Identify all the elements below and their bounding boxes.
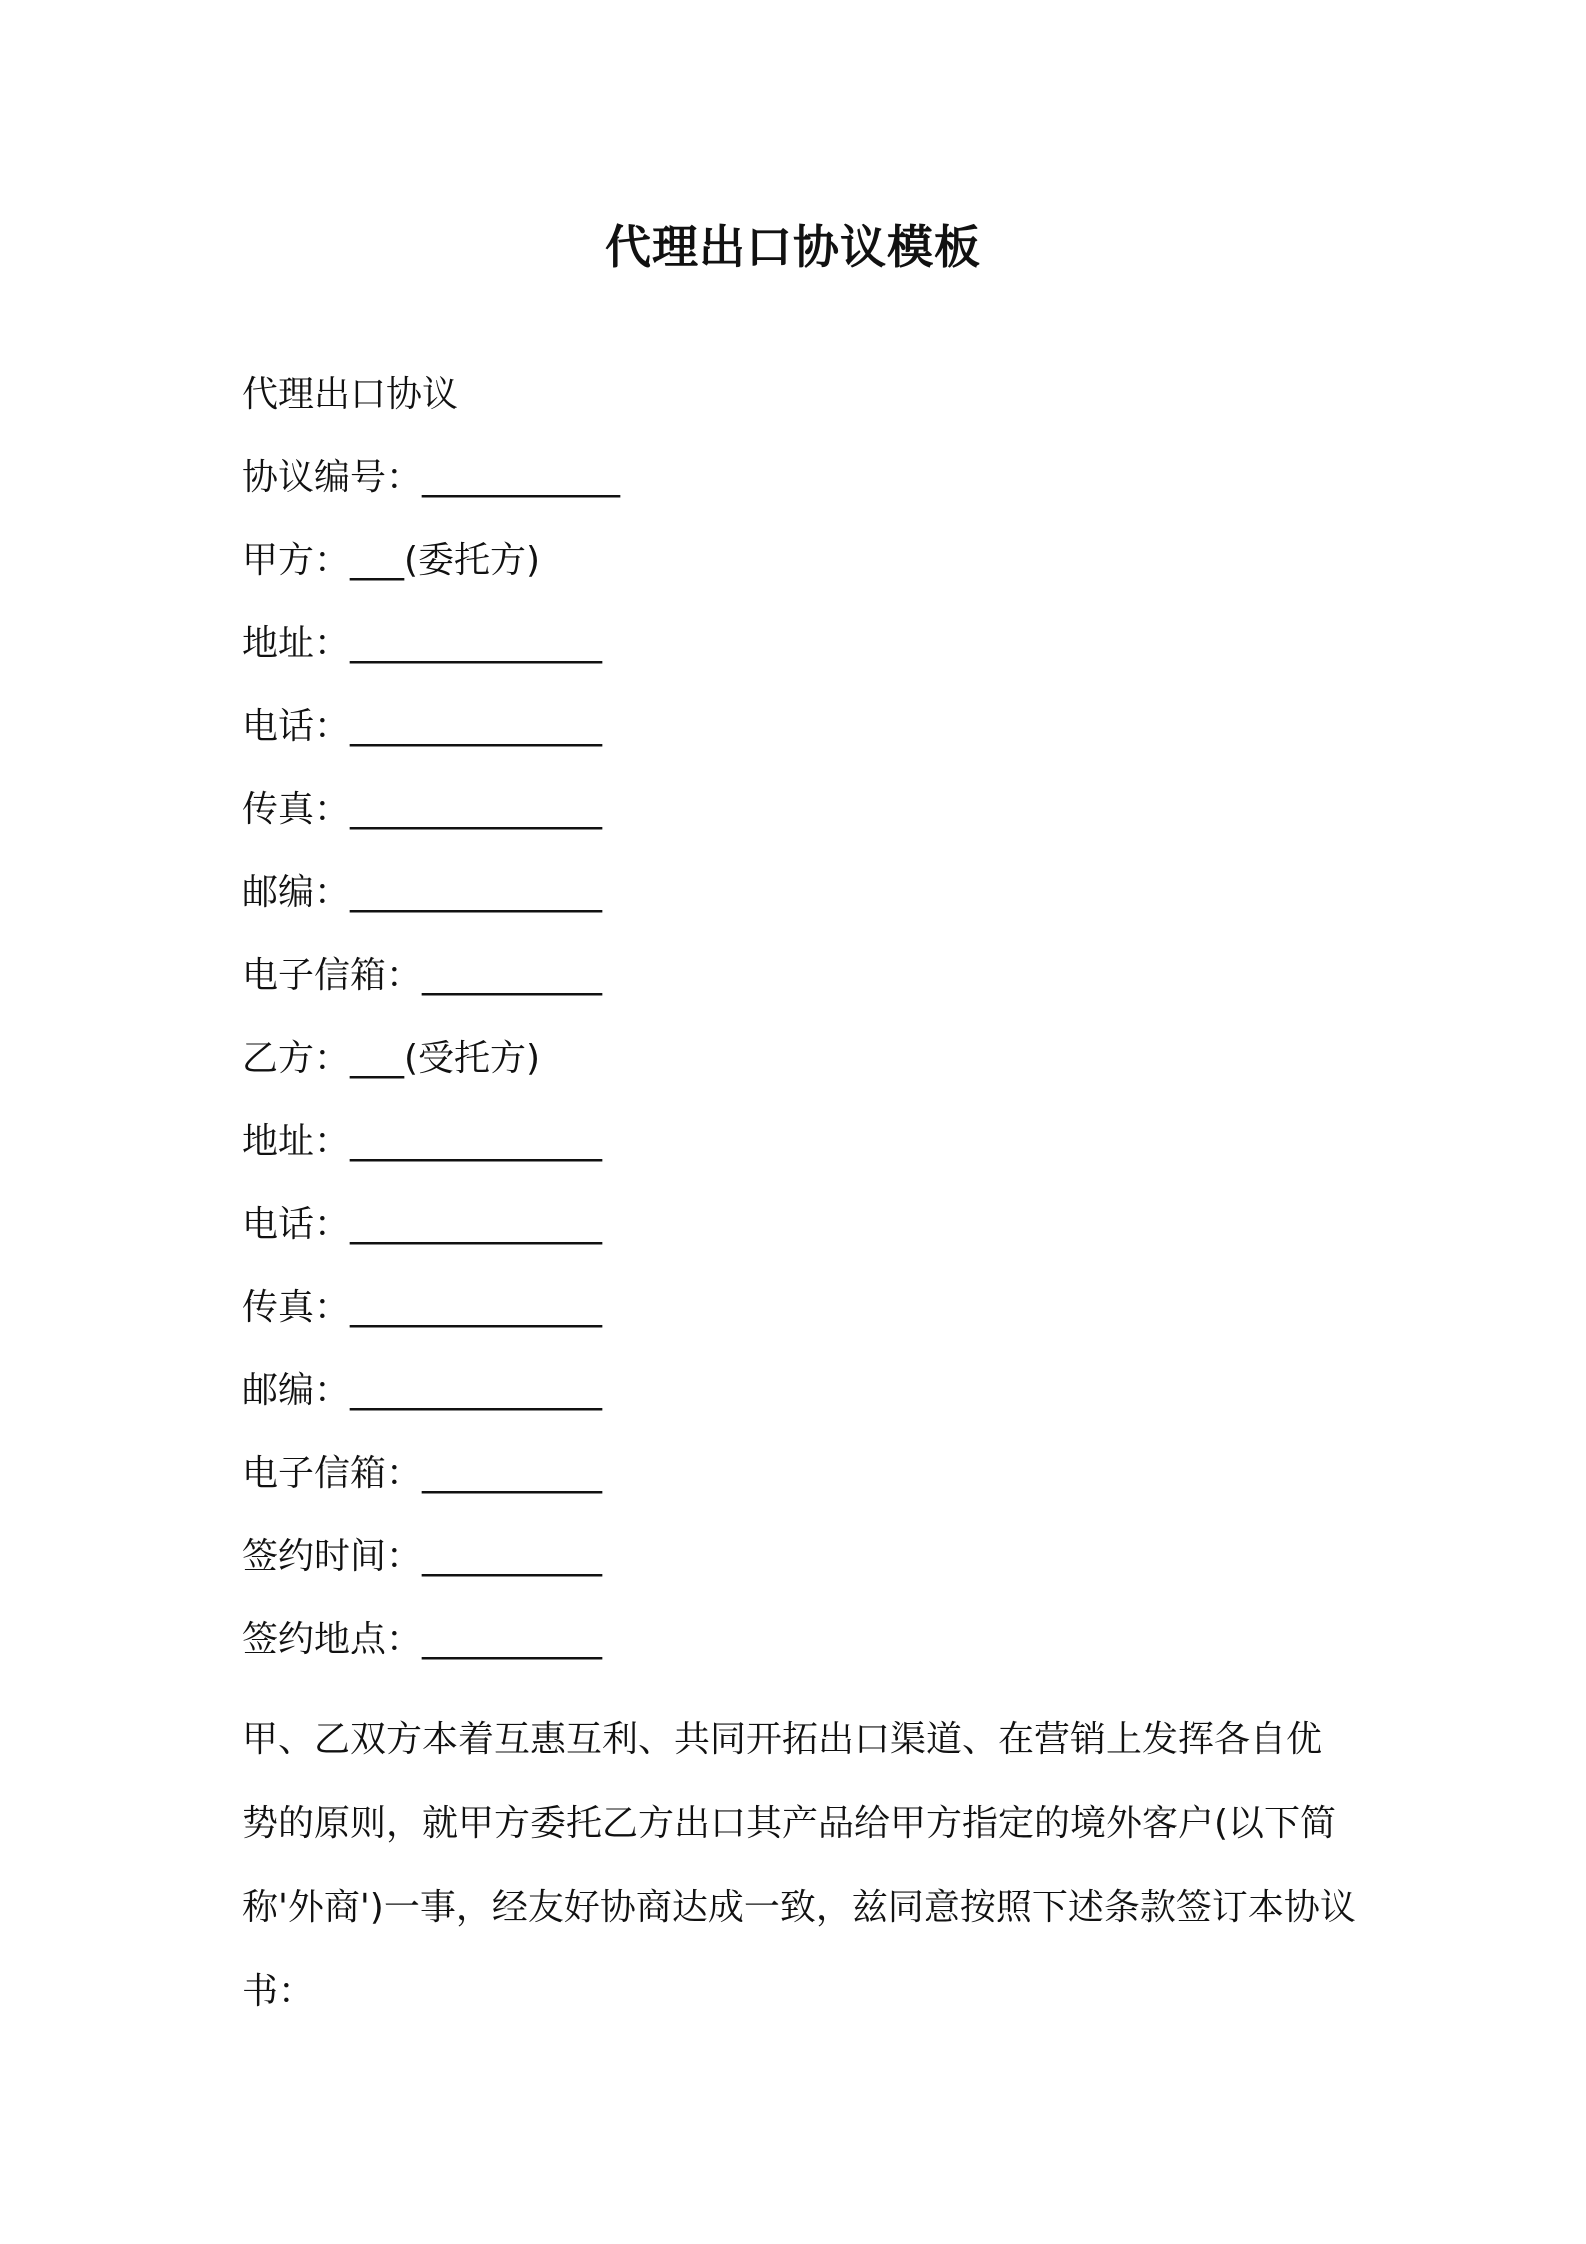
party-b-postcode-field: 邮编：______________ xyxy=(242,1370,603,1411)
party-b-email-field: 电子信箱：__________ xyxy=(242,1453,603,1494)
party-a-fax-field: 传真：______________ xyxy=(242,789,603,830)
party-b-field: 乙方：___(受托方) xyxy=(242,1038,541,1079)
party-b-fax-field: 传真：______________ xyxy=(242,1287,603,1328)
agreement-preamble: 甲、乙双方本着互惠互利、共同开拓出口渠道、在营销上发挥各自优势的原则，就甲方委托乙方出口其产品给甲方指定的境外客户(以下简称'外商')一事，经友好协商达成一致，兹同意按照下述条款签订本协议书： xyxy=(242,1719,1356,2012)
party-b-address-field: 地址：______________ xyxy=(242,1121,603,1162)
agreement-heading: 代理出口协议 xyxy=(242,374,459,415)
party-a-phone-field: 电话：______________ xyxy=(242,706,603,747)
document-title: 代理出口协议模板 xyxy=(605,220,981,274)
signing-place-field: 签约地点：__________ xyxy=(242,1619,603,1660)
party-b-phone-field: 电话：______________ xyxy=(242,1204,603,1245)
party-a-field: 甲方：___(委托方) xyxy=(242,540,541,581)
party-a-postcode-field: 邮编：______________ xyxy=(242,872,603,913)
signing-date-field: 签约时间：__________ xyxy=(242,1536,603,1577)
party-a-email-field: 电子信箱：__________ xyxy=(242,955,603,996)
party-a-address-field: 地址：______________ xyxy=(242,623,603,664)
agreement-number-field: 协议编号：___________ xyxy=(242,457,621,498)
